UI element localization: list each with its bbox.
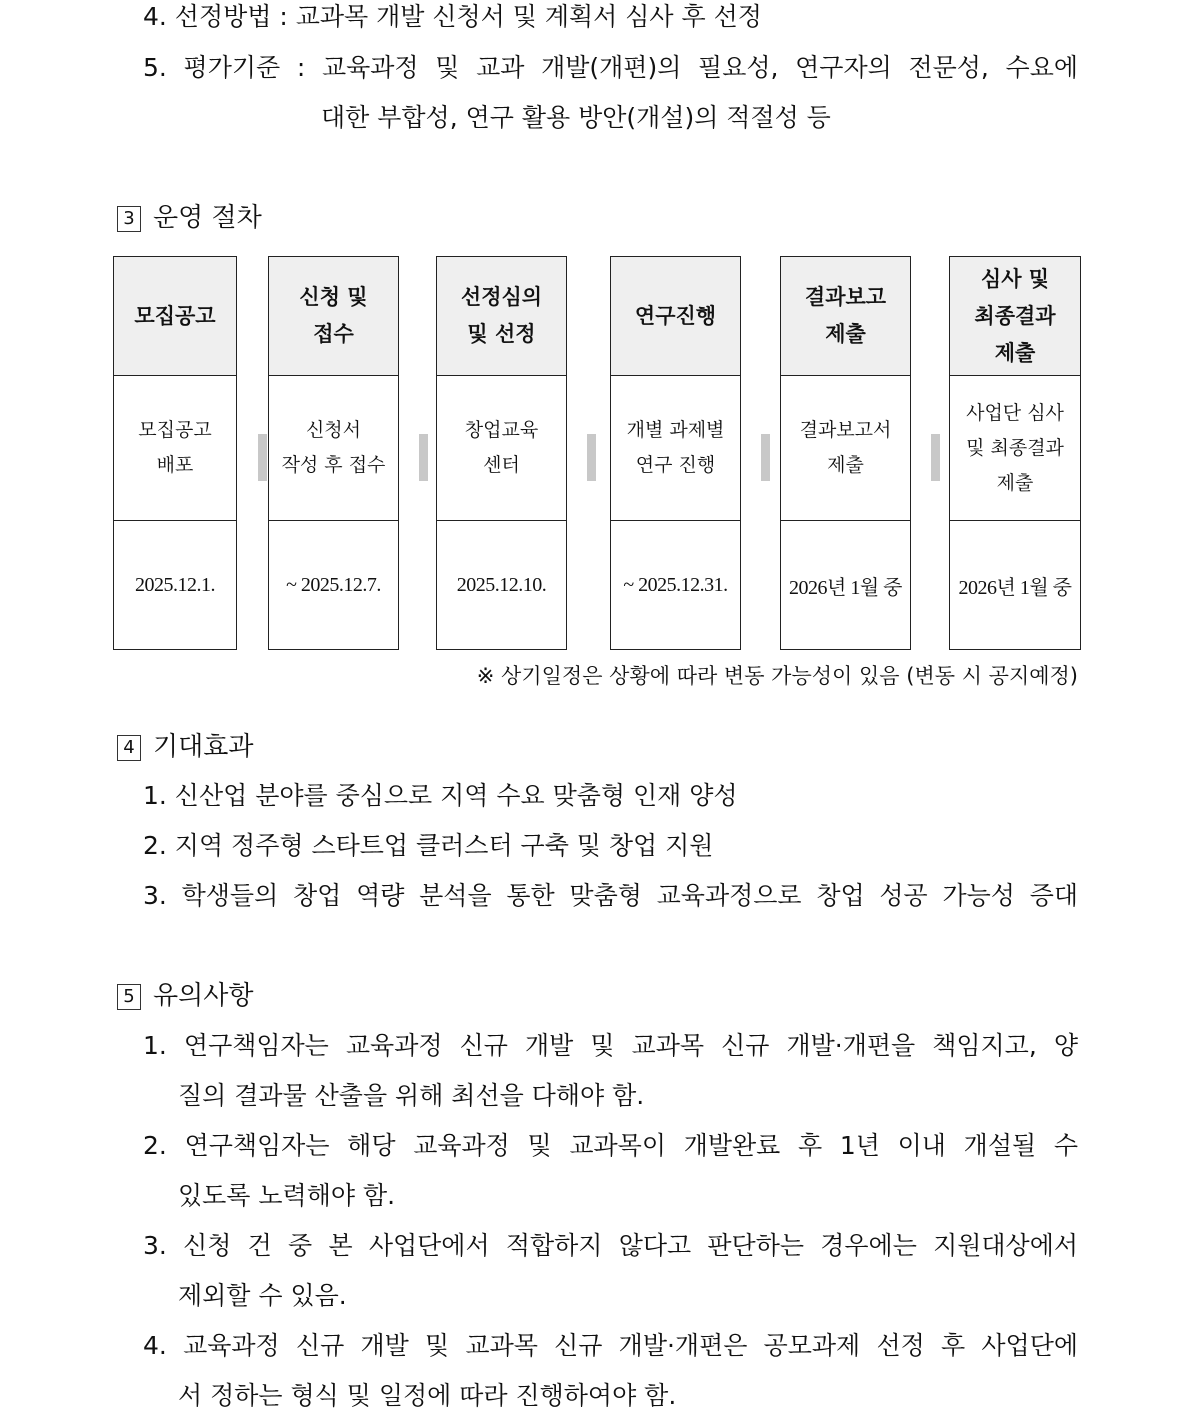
step-connector xyxy=(761,434,770,481)
effect-item: 1. 신산업 분야를 중심으로 지역 수요 맞춤형 인재 양성 xyxy=(143,781,738,810)
step-title: 신청 및 접수 xyxy=(269,257,398,376)
procedure-step xyxy=(113,256,237,650)
step-date: 2025.12.1. xyxy=(135,573,215,596)
step-description: 결과보고서 제출 xyxy=(781,376,910,521)
step-title: 결과보고 제출 xyxy=(781,257,910,376)
step-date: ~ 2025.12.31. xyxy=(623,573,728,596)
section-heading-notes xyxy=(117,979,253,1013)
step-connector xyxy=(419,434,428,481)
caution-item-line: 2. 연구책임자는 해당 교육과정 및 교과목이 개발완료 후 1년 이내 개설될 수 xyxy=(143,1131,1078,1160)
procedure-step xyxy=(436,256,567,650)
step-connector xyxy=(931,434,940,481)
step-date: 2025.12.10. xyxy=(456,573,547,596)
section-title: 운영 절차 xyxy=(153,203,262,233)
caution-item-line: 1. 연구책임자는 교육과정 신규 개발 및 교과목 신규 개발·개편을 책임지고, 양 xyxy=(143,1031,1078,1060)
caution-item-line: 질의 결과물 산출을 위해 최선을 다해야 함. xyxy=(178,1081,645,1110)
evaluation-criteria-line2: 대한 부합성, 연구 활용 방안(개설)의 적절성 등 xyxy=(321,103,831,132)
evaluation-criteria-line1: 5. 평가기준 : 교육과정 및 교과 개발(개편)의 필요성, 연구자의 전문성, 수요에 xyxy=(143,53,1078,82)
step-description: 창업교육 센터 xyxy=(437,376,566,521)
procedure-step xyxy=(780,256,911,650)
step-description: 신청서 작성 후 접수 xyxy=(269,376,398,521)
step-description: 개별 과제별 연구 진행 xyxy=(611,376,740,521)
step-title: 심사 및 최종결과 제출 xyxy=(950,257,1080,376)
section-number-box: 3 xyxy=(117,206,141,232)
step-description: 사업단 심사 및 최종결과 제출 xyxy=(950,376,1080,521)
step-connector xyxy=(587,434,596,481)
caution-item-line: 제외할 수 있음. xyxy=(178,1281,347,1310)
selection-method: 4. 선정방법 : 교과목 개발 신청서 및 계획서 심사 후 선정 xyxy=(143,2,762,31)
procedure-step xyxy=(610,256,741,650)
caution-item-line: 있도록 노력해야 함. xyxy=(178,1181,396,1210)
step-date: 2026년 1월 중 xyxy=(789,576,902,599)
section-title: 유의사항 xyxy=(153,981,254,1011)
step-description: 모집공고 배포 xyxy=(114,376,236,521)
section-number-box: 5 xyxy=(117,984,141,1010)
caution-item-line: 4. 교육과정 신규 개발 및 교과목 신규 개발·개편은 공모과제 선정 후 사업단에 xyxy=(143,1331,1078,1360)
step-date: ~ 2025.12.7. xyxy=(286,573,381,596)
step-connector xyxy=(258,434,267,481)
section-title: 기대효과 xyxy=(153,732,254,762)
step-title: 선정심의 및 선정 xyxy=(437,257,566,376)
section-heading-effects xyxy=(117,730,253,764)
schedule-note: ※ 상기일정은 상황에 따라 변동 가능성이 있음 (변동 시 공지예정) xyxy=(476,664,1078,688)
step-title: 연구진행 xyxy=(611,257,740,376)
step-date: 2026년 1월 중 xyxy=(958,576,1072,599)
caution-item-line: 3. 신청 건 중 본 사업단에서 적합하지 않다고 판단하는 경우에는 지원대상에서 xyxy=(143,1231,1078,1260)
section-heading-procedure xyxy=(117,201,262,235)
effect-item: 2. 지역 정주형 스타트업 클러스터 구축 및 창업 지원 xyxy=(143,831,714,860)
step-title: 모집공고 xyxy=(114,257,236,376)
caution-item-line: 서 정하는 형식 및 일정에 따라 진행하여야 함. xyxy=(178,1381,677,1410)
section-number-box: 4 xyxy=(117,735,141,761)
procedure-step xyxy=(949,256,1081,650)
effect-item: 3. 학생들의 창업 역량 분석을 통한 맞춤형 교육과정으로 창업 성공 가능성 증대 xyxy=(143,881,1078,910)
procedure-step xyxy=(268,256,399,650)
